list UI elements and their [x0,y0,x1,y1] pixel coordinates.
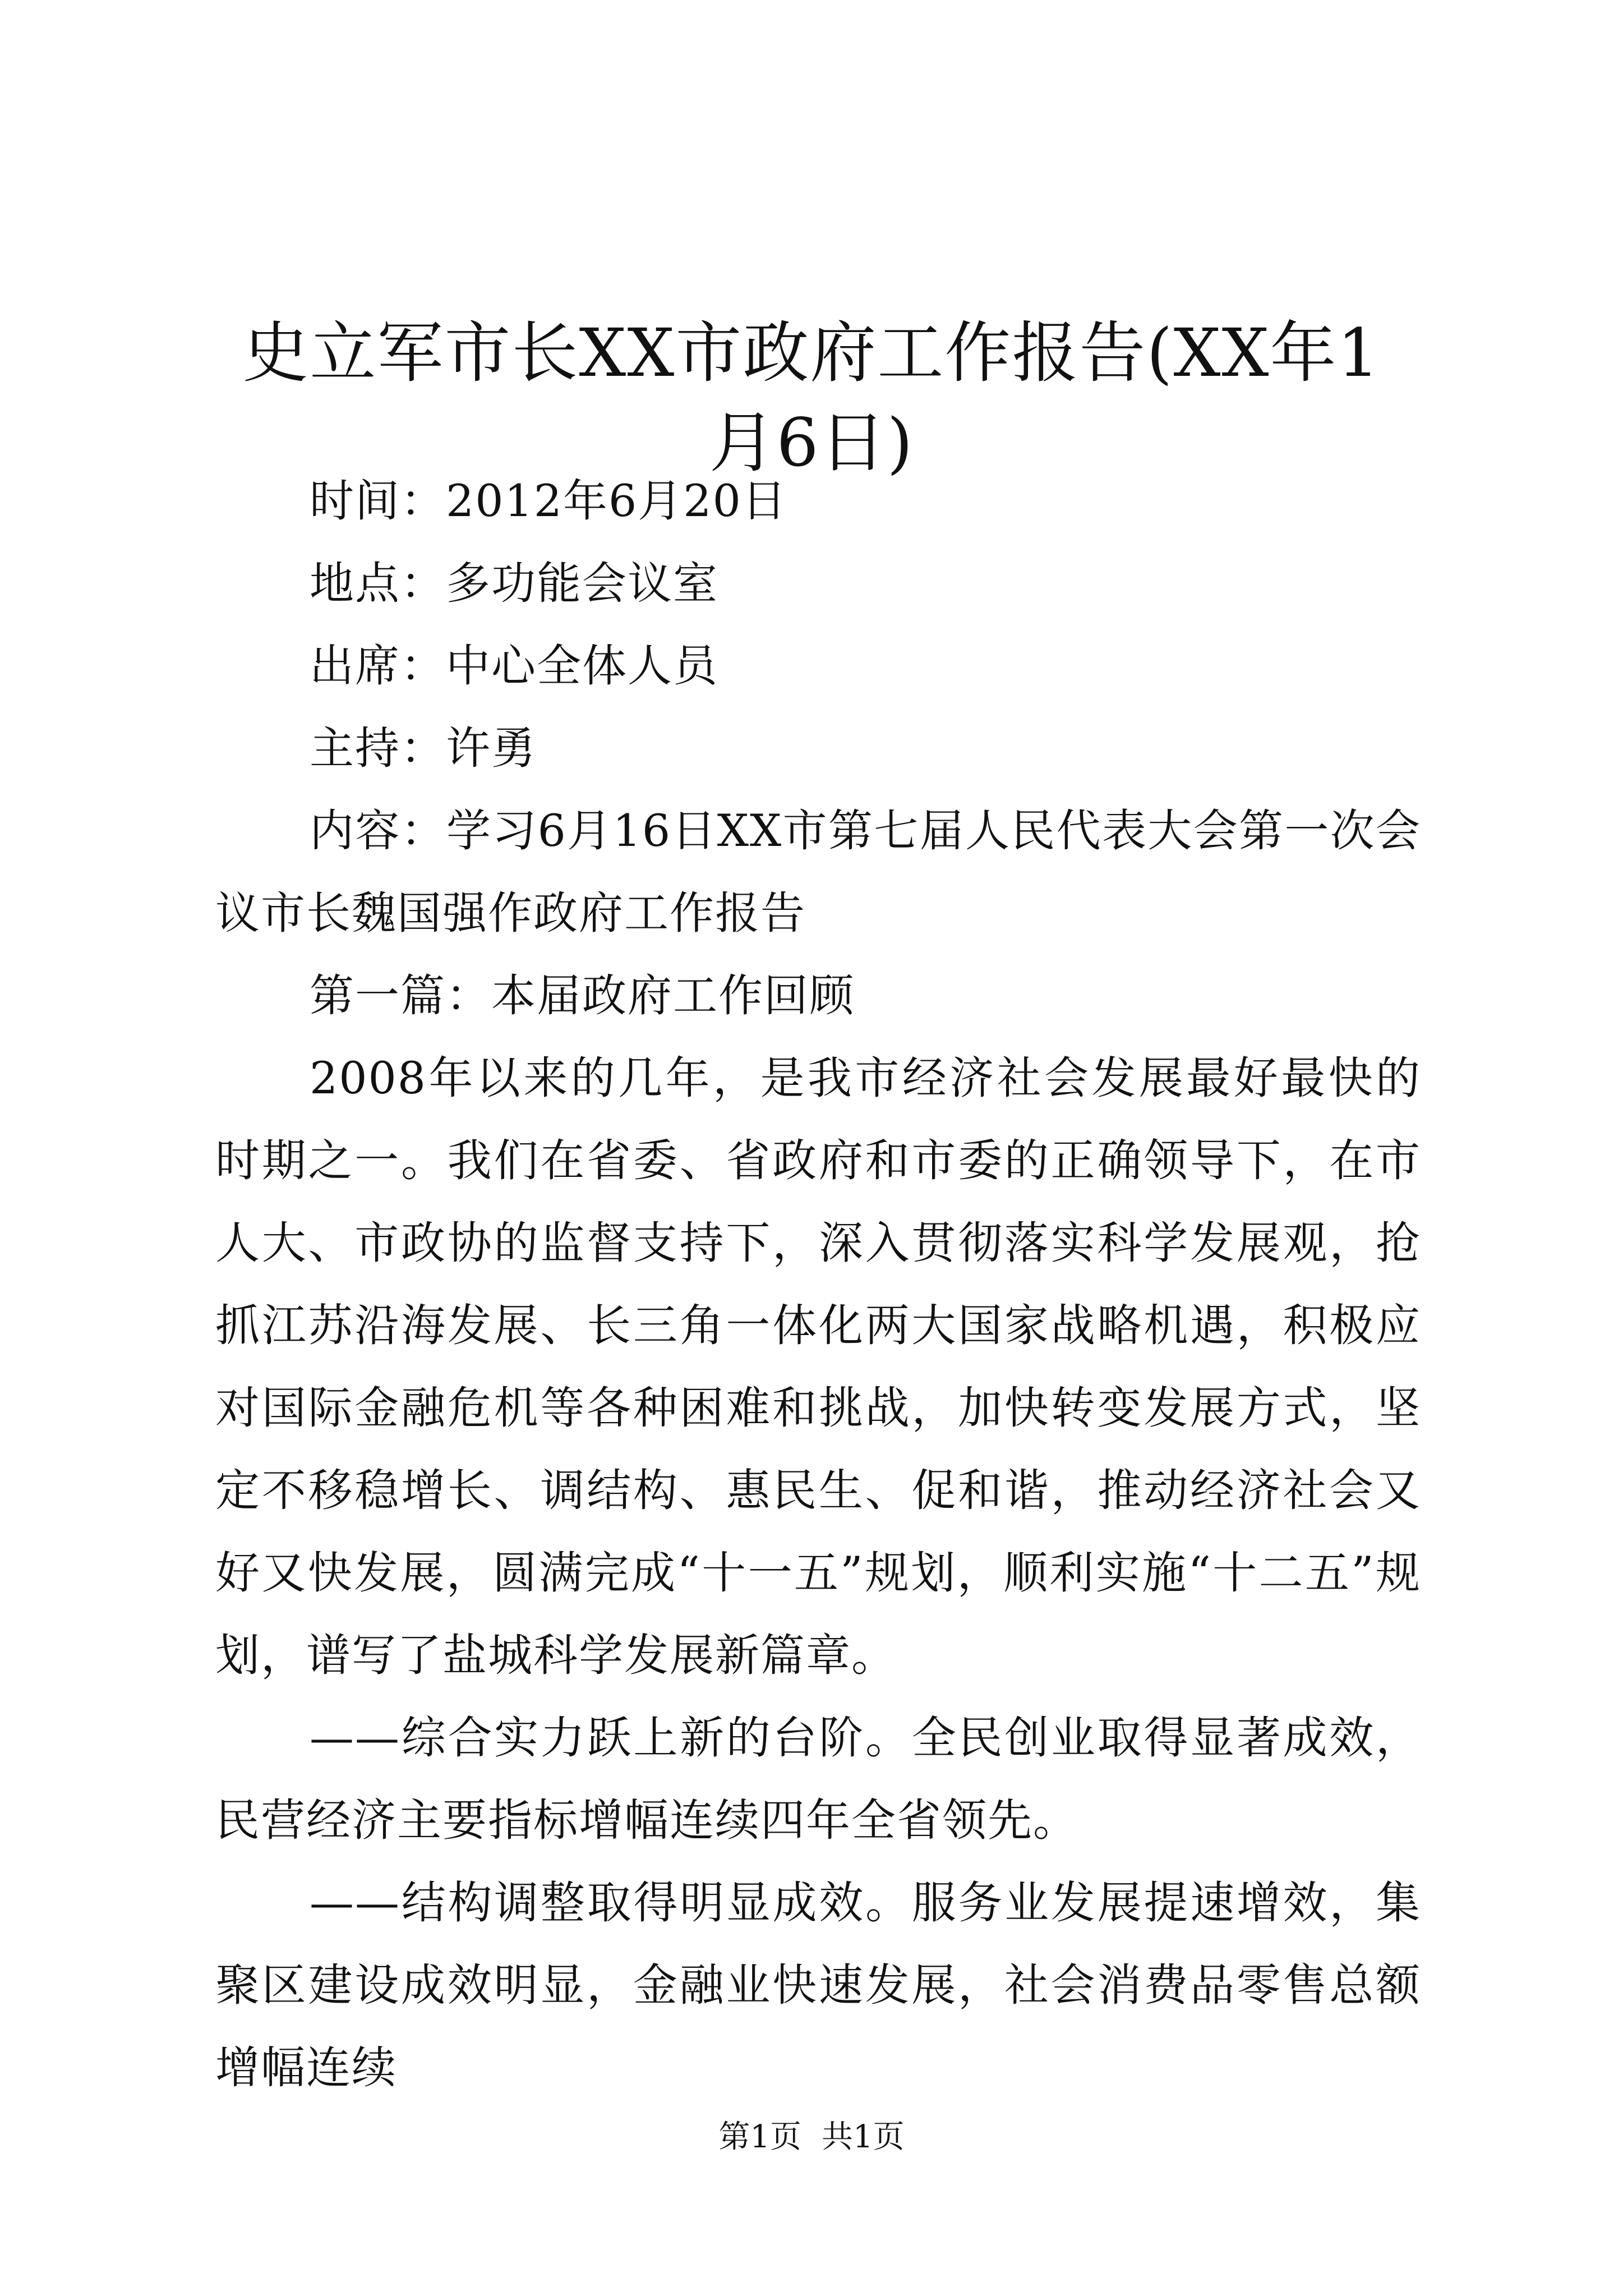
page-number: 第1页 [718,2119,801,2155]
page-footer [0,2118,1623,2157]
document-title: 史立军市长XX市政府工作报告(XX年1月6日) [242,314,1381,482]
meta-attendees: 出席：中心全体人员 [310,640,718,692]
meta-host: 主持：许勇 [310,723,537,774]
meta-content: 内容：学习6月16日XX市第七届人民代表大会第一次会议市长魏国强作政府工作报告 [215,805,1421,939]
document-body [215,460,1421,2109]
section-heading: 第一篇：本届政府工作回顾 [310,970,855,1022]
page-total: 共1页 [822,2119,905,2155]
meta-place: 地点：多功能会议室 [310,558,718,609]
body-paragraph: ——综合实力跃上新的台阶。全民创业取得显著成效，民营经济主要指标增幅连续四年全省领先。 [215,1712,1421,1846]
meta-time: 时间：2012年6月20日 [310,475,787,527]
body-paragraph: 2008年以来的几年，是我市经济社会发展最好最快的时期之一。我们在省委、省政府和市委的正确领导下，在市人大、市政协的监督支持下，深入贯彻落实科学发展观，抢抓江苏沿海发展、长三角一体化两大国家战略机遇，积极应对国际金融危机等各种困难和挑战，加快转变发展方式，坚定不移稳增长、调结构、惠民生、促和谐，推动经济社会又好又快发展，圆满完成“十一五”规划，顺利实施“十二五”规划，谱写了盐城科学发展新篇章。 [215,1052,1421,1681]
body-paragraph: ——结构调整取得明显成效。服务业发展提速增效，集聚区建设成效明显，金融业快速发展，社会消费品零售总额增幅连续 [215,1877,1421,2093]
